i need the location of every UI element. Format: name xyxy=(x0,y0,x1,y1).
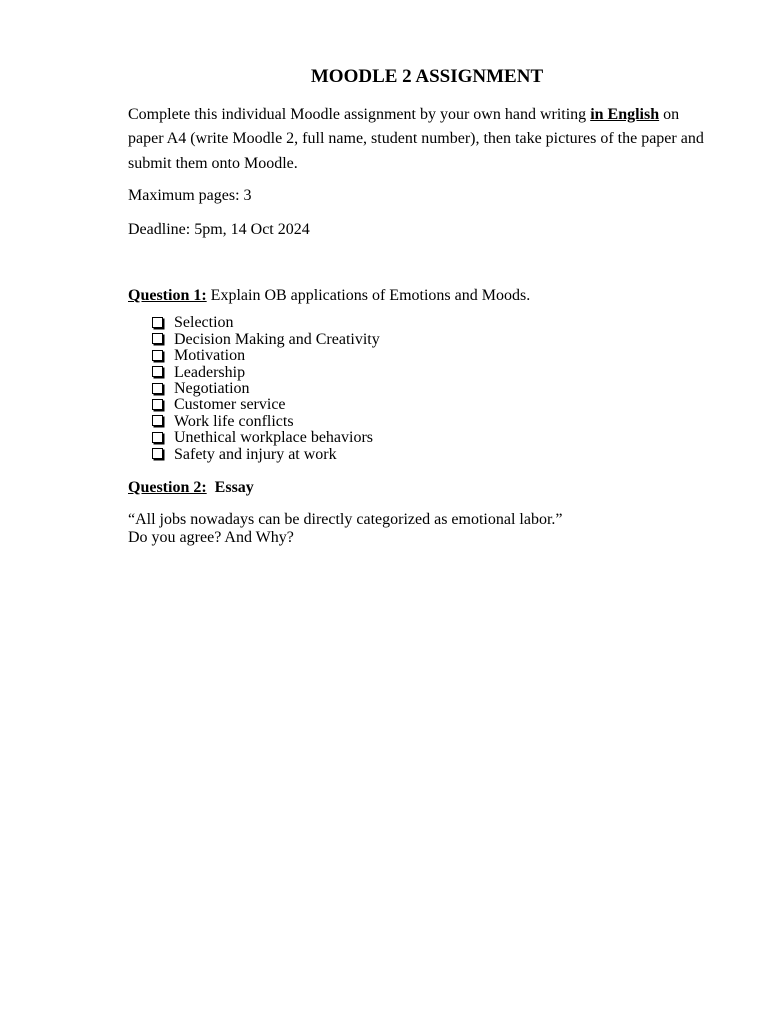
question-2-label: Question 2: xyxy=(128,478,207,496)
essay-quote: “All jobs nowadays can be directly categorized as emotional labor.” xyxy=(128,510,563,528)
list-item xyxy=(152,348,718,364)
instructions-text-start: Complete this individual Moodle assignment by your own hand writing xyxy=(128,105,591,123)
list-item xyxy=(152,332,718,348)
instructions-emphasis: in English xyxy=(590,105,660,123)
question-1-checklist xyxy=(128,315,718,463)
deadline-line: Deadline: 5pm, 14 Oct 2024 xyxy=(128,221,310,239)
question-2-heading xyxy=(128,477,718,499)
checkbox-icon xyxy=(152,333,163,344)
question-1-heading xyxy=(128,285,718,307)
list-item xyxy=(152,315,718,331)
instructions-text-end: on paper A4 (write Moodle 2, full name, student number), then take pictures of the paper and submit them onto Moodle. xyxy=(128,105,704,172)
list-item-label: Negotiation xyxy=(174,379,250,397)
checkbox-icon xyxy=(152,366,163,377)
essay-prompt xyxy=(128,511,718,548)
list-item-label: Motivation xyxy=(174,347,246,365)
question-1-text: Explain OB applications of Emotions and Moods. xyxy=(206,287,531,305)
list-item xyxy=(152,447,718,463)
list-item xyxy=(152,430,718,446)
question-2-title: Essay xyxy=(214,478,254,496)
section-spacer xyxy=(128,253,718,285)
list-item-label: Customer service xyxy=(174,396,286,414)
list-item-label: Work life conflicts xyxy=(174,412,294,430)
document-title: MOODLE 2 ASSIGNMENT xyxy=(310,66,544,87)
checkbox-icon xyxy=(152,432,163,443)
checkbox-icon xyxy=(152,448,163,459)
list-item xyxy=(152,365,718,381)
list-item xyxy=(152,414,718,430)
list-item xyxy=(152,397,718,413)
max-pages-line: Maximum pages: 3 xyxy=(128,187,252,205)
checkbox-icon xyxy=(152,383,163,394)
list-item-label: Unethical workplace behaviors xyxy=(174,429,374,447)
checkbox-icon xyxy=(152,415,163,426)
instructions-paragraph xyxy=(128,103,718,177)
list-item-label: Leadership xyxy=(174,363,246,381)
list-item-label: Decision Making and Creativity xyxy=(174,330,380,348)
list-item-label: Selection xyxy=(174,314,234,332)
checkbox-icon xyxy=(152,317,163,328)
list-item-label: Safety and injury at work xyxy=(174,445,337,463)
checkbox-icon xyxy=(152,350,163,361)
essay-question: Do you agree? And Why? xyxy=(128,529,294,547)
checkbox-icon xyxy=(152,399,163,410)
question-1-label: Question 1: xyxy=(128,287,207,305)
list-item xyxy=(152,381,718,397)
document-page xyxy=(128,66,718,548)
